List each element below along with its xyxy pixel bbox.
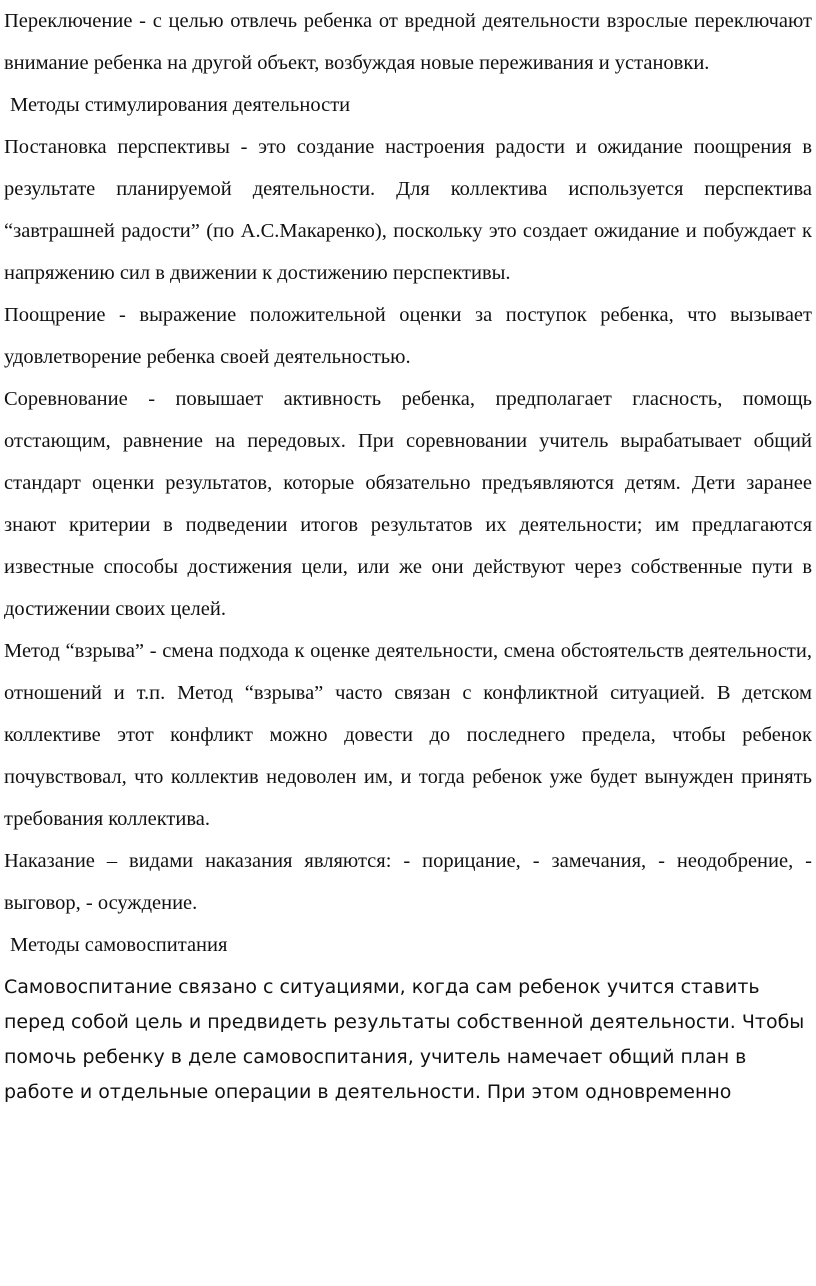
paragraph-perspective: Постановка перспективы - это создание настроения радости и ожидание поощрения в результате планируемой деятельности. Для коллектива используется перспектива “завтрашней радости” (по А.С.Макаренко), поскольку это создает ожидание и побуждает к напряжению сил в движении к достижению перспективы. xyxy=(4,136,812,284)
paragraph-self-education: Самовоспитание связано с ситуациями, когда сам ребенок учится ставить перед собой цель и предвидеть результаты собственной деятельности. Чтобы помочь ребенку в деле самовоспитания, учитель намечает общий план в работе и отдельные операции в деятельности. При этом одновременно xyxy=(4,976,805,1103)
heading-self-education-methods: Методы самовоспитания xyxy=(10,934,228,956)
heading-stimulation-methods: Методы стимулирования деятельности xyxy=(10,94,351,116)
paragraph-competition: Соревнование - повышает активность ребенка, предполагает гласность, помощь отстающим, равнение на передовых. При соревновании учитель вырабатывает общий стандарт оценки результатов, которые обязательно предъявляются детям. Дети заранее знают критерии в подведении итогов результатов их деятельности; им предлагаются известные способы достижения цели, или же они действуют через собственные пути в достижении своих целей. xyxy=(4,388,812,620)
paragraph-explosion-method: Метод “взрыва” - смена подхода к оценке деятельности, смена обстоятельств деятельности, отношений и т.п. Метод “взрыва” часто связан с конфликтной ситуацией. В детском коллективе этот конфликт можно довести до последнего предела, чтобы ребенок почувствовал, что коллектив недоволен им, и тогда ребенок уже будет вынужден принять требования коллектива. xyxy=(4,640,812,830)
paragraph-switching: Переключение - с целью отвлечь ребенка от вредной деятельности взрослые переключают внимание ребенка на другой объект, возбуждая новые переживания и установки. xyxy=(4,10,812,74)
paragraph-punishment: Наказание – видами наказания являются: - порицание, - замечания, - неодобрение, - выговор, - осуждение. xyxy=(4,850,812,914)
paragraph-encouragement: Поощрение - выражение положительной оценки за поступок ребенка, что вызывает удовлетворение ребенка своей деятельностью. xyxy=(4,304,812,368)
